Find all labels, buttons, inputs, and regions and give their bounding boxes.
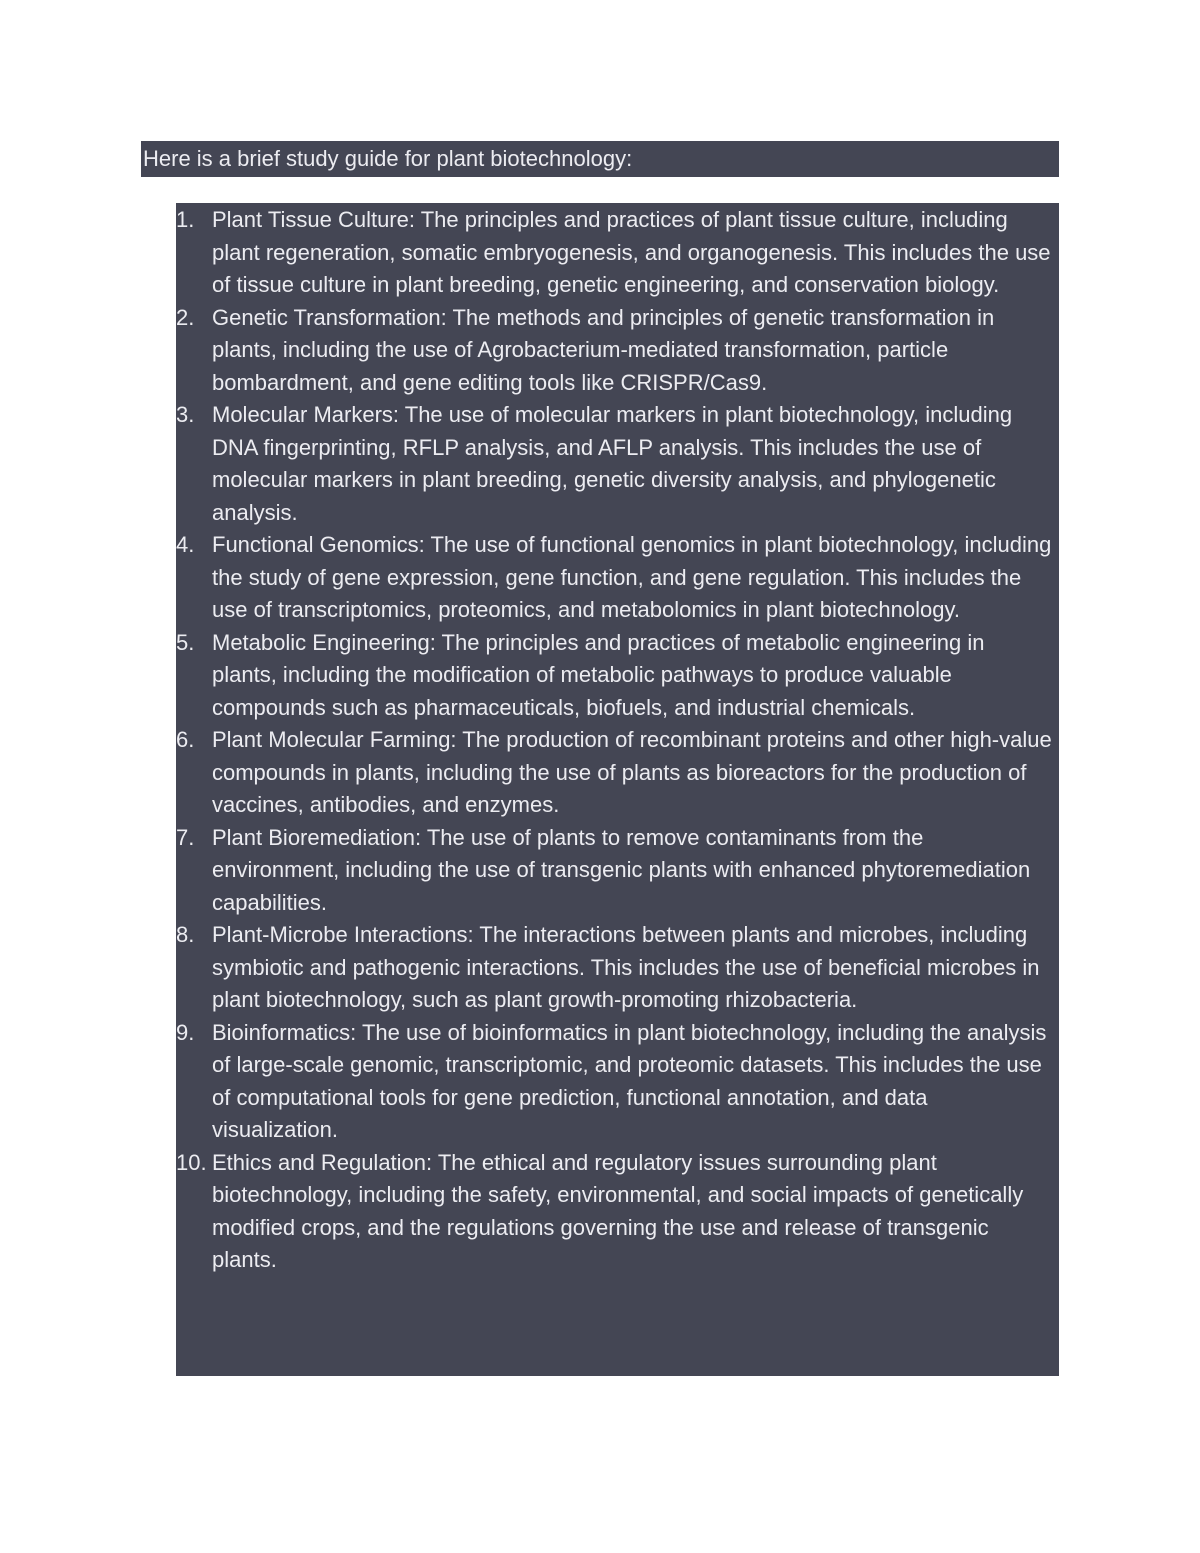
list-item bbox=[176, 399, 1059, 529]
list-item bbox=[176, 919, 1059, 1017]
intro-text: Here is a brief study guide for plant biotechnology: bbox=[141, 141, 1059, 177]
item-number: 9. bbox=[176, 1019, 195, 1045]
list-item bbox=[176, 302, 1059, 400]
list-item bbox=[176, 204, 1059, 302]
item-number: 7. bbox=[176, 824, 195, 850]
item-text: Metabolic Engineering: The principles and practices of metabolic engineering in plants, including the modification of metabolic pathways to produce valuable compounds such as pharmaceuticals, biofuels, and industrial chemicals. bbox=[212, 629, 985, 720]
item-number: 1. bbox=[176, 207, 195, 232]
item-number: 3. bbox=[176, 402, 195, 427]
item-text: Genetic Transformation: The methods and principles of genetic transformation in plants, including the use of Agrobacterium-mediated transformation, particle bombardment, and gene editing tools like CRISPR/Cas9. bbox=[212, 304, 995, 395]
item-text: Plant Tissue Culture: The principles and practices of plant tissue culture, including plant regeneration, somatic embryogenesis, and organogenesis. This includes the use of tissue culture in plant breeding, genetic engineering, and conservation biology. bbox=[212, 207, 1051, 297]
item-text: Plant Bioremediation: The use of plants to remove contaminants from the environment, including the use of transgenic plants with enhanced phytoremediation capabilities. bbox=[212, 824, 1031, 915]
item-text: Ethics and Regulation: The ethical and regulatory issues surrounding plant biotechnology, including the safety, environmental, and social impacts of genetically modified crops, and the regulations governing the use and release of transgenic plants. bbox=[212, 1149, 1024, 1272]
item-number: 10. bbox=[176, 1149, 207, 1175]
item-text: Bioinformatics: The use of bioinformatics in plant biotechnology, including the analysis of large-scale genomic, transcriptomic, and proteomic datasets. This includes the use of computational tools for gene prediction, functional annotation, and data visualization. bbox=[212, 1019, 1047, 1142]
list-item bbox=[176, 627, 1059, 725]
study-guide-list bbox=[176, 203, 1059, 1376]
item-number: 2. bbox=[176, 304, 195, 330]
item-text: Functional Genomics: The use of functional genomics in plant biotechnology, including the study of gene expression, gene function, and gene regulation. This includes the use of transcriptomics, proteomics, and metabolomics in plant biotechnology. bbox=[212, 532, 1052, 622]
list-item bbox=[176, 724, 1059, 822]
item-text: Molecular Markers: The use of molecular markers in plant biotechnology, including DNA fingerprinting, RFLP analysis, and AFLP analysis. This includes the use of molecular markers in plant breeding, genetic diversity analysis, and phylogenetic analysis. bbox=[212, 402, 1013, 525]
list-item bbox=[176, 1147, 1059, 1277]
list-item bbox=[176, 529, 1059, 627]
item-number: 8. bbox=[176, 922, 195, 947]
list-item bbox=[176, 1017, 1059, 1147]
item-text: Plant Molecular Farming: The production of recombinant proteins and other high-value compounds in plants, including the use of plants as bioreactors for the production of vaccines, antibodies, and enzymes. bbox=[212, 727, 1052, 817]
list-item bbox=[176, 822, 1059, 920]
item-number: 6. bbox=[176, 727, 195, 752]
item-number: 4. bbox=[176, 532, 195, 557]
item-text: Plant-Microbe Interactions: The interactions between plants and microbes, including symbiotic and pathogenic interactions. This includes the use of beneficial microbes in plant biotechnology, such as plant growth-promoting rhizobacteria. bbox=[212, 922, 1040, 1012]
item-number: 5. bbox=[176, 629, 195, 655]
